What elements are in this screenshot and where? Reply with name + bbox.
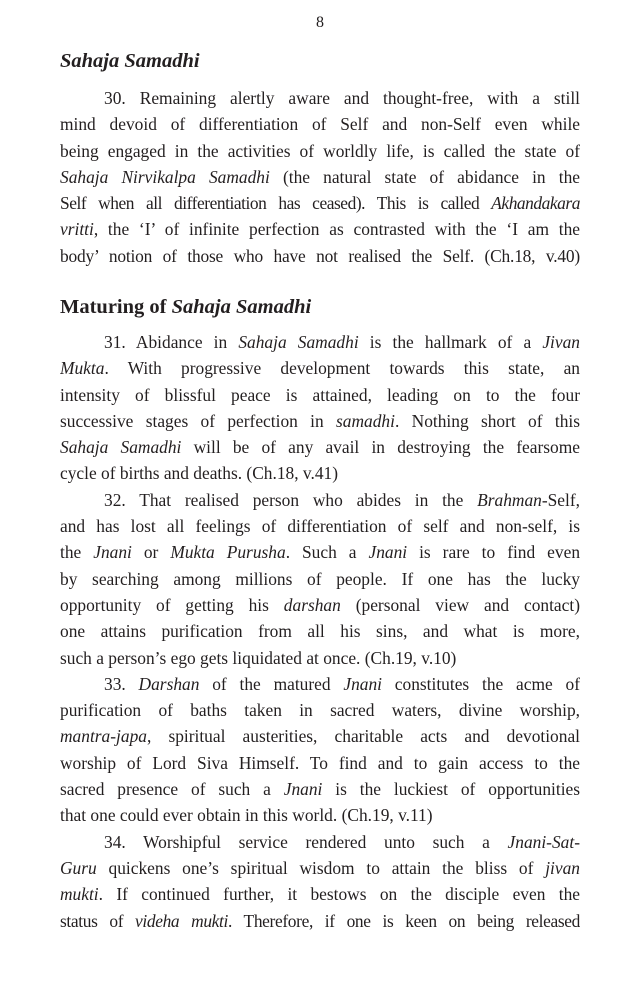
text-line: cycle of births and deaths. (Ch.18, v.41) (60, 463, 339, 484)
text-line: 34. Worshipful service rendered unto such a Jnani-Sat- (104, 831, 580, 852)
section-maturing-body (60, 329, 580, 934)
text-line: status of videha mukti. Therefore, if one is keen on being released (60, 910, 580, 931)
text-line: intensity of blissful peace is attained, leading on to the four (60, 384, 580, 405)
text-line: Mukta. With progressive development towards this state, an (60, 358, 580, 379)
text-line: Sahaja Nirvikalpa Samadhi (the natural state of abidance in the (60, 166, 580, 187)
section-heading-maturing: Maturing of Sahaja Samadhi (60, 296, 312, 318)
text-line: sacred presence of such a Jnani is the luckiest of opportunities (60, 779, 580, 800)
text-line: 32. That realised person who abides in the Brahman-Self, (104, 489, 580, 510)
text-line: body’ notion of those who have not realised the Self. (Ch.18, v.40) (60, 245, 580, 266)
text-line: one attains purification from all his sins, and what is more, (60, 621, 580, 642)
text-line: mukti. If continued further, it bestows on the disciple even the (60, 884, 580, 905)
text-line: 31. Abidance in Sahaja Samadhi is the hallmark of a Jivan (104, 332, 580, 352)
text-line: Self when all differentiation has ceased). This is called Akhandakara (60, 193, 580, 214)
text-line: by searching among millions of people. If one has the lucky (60, 568, 580, 589)
text-line: successive stages of perfection in samadhi. Nothing short of this (60, 410, 580, 431)
text-line: the Jnani or Mukta Purusha. Such a Jnani is rare to find even (60, 542, 580, 563)
text-line: mind devoid of differentiation of Self and non-Self even while (60, 114, 580, 135)
text-line: purification of baths taken in sacred waters, divine worship, (60, 700, 580, 721)
text-line: Sahaja Samadhi will be of any avail in destroying the fearsome (60, 437, 580, 458)
paragraph-30 (60, 85, 580, 269)
section-heading-sahaja-samadhi: Sahaja Samadhi (60, 50, 200, 72)
text-line: vritti, the ‘I’ of infinite perfection as contrasted with the ‘I am the (60, 219, 580, 240)
text-line: and has lost all feelings of differentiation of self and non-self, is (60, 516, 580, 537)
text-line: 33. Darshan of the matured Jnani constitutes the acme of (104, 673, 580, 694)
text-line: 30. Remaining alertly aware and thought-free, with a still (104, 88, 580, 108)
text-line: that one could ever obtain in this world. (Ch.19, v.11) (60, 805, 433, 826)
text-line: such a person’s ego gets liquidated at once. (Ch.19, v.10) (60, 647, 457, 668)
text-line: worship of Lord Siva Himself. To find and to gain access to the (60, 752, 580, 773)
page-number: 8 (316, 14, 324, 31)
text-line: opportunity of getting his darshan (personal view and contact) (60, 594, 580, 615)
text-line: mantra-japa, spiritual austerities, charitable acts and devotional (60, 726, 580, 747)
text-line: being engaged in the activities of worldly life, is called the state of (60, 140, 580, 161)
text-line: Guru quickens one’s spiritual wisdom to attain the bliss of jivan (60, 857, 580, 878)
